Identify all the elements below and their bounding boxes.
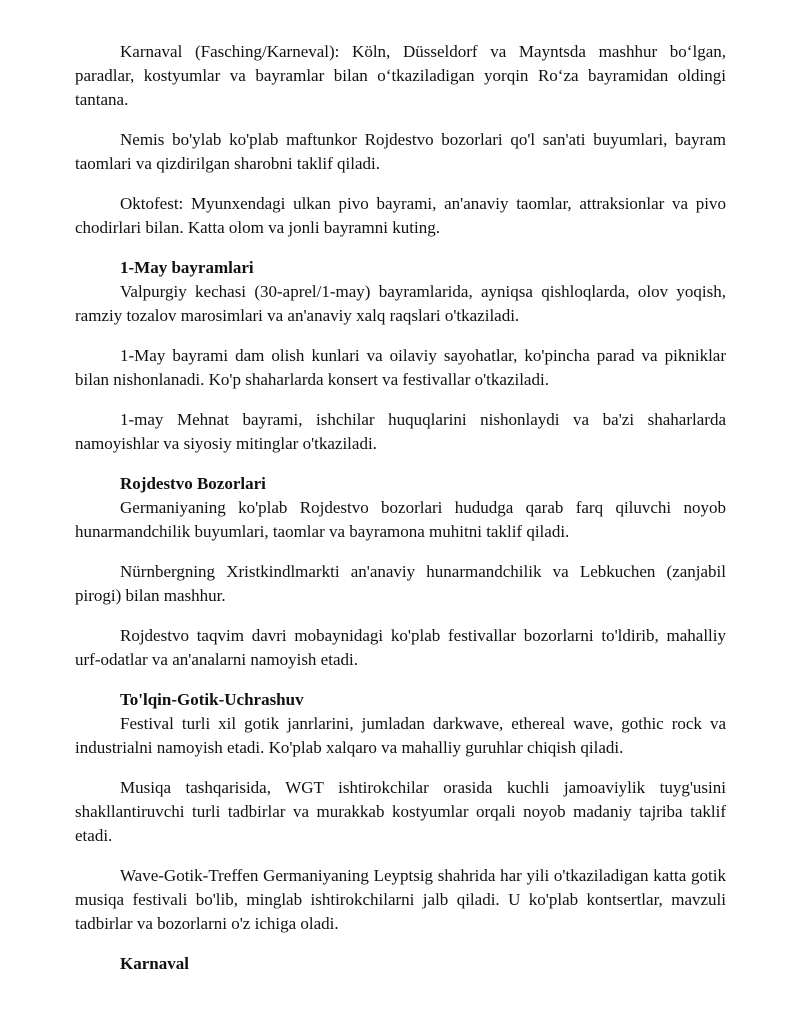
section-paragraph: Rojdestvo taqvim davri mobaynidagi ko'plab festivallar bozorlarni to'ldirib, mahalliy urf-odatlar va an'analarni namoyish etadi.: [75, 626, 726, 669]
section-paragraph: Musiqa tashqarisida, WGT ishtirokchilar orasida kuchli jamoaviylik tuyg'usini shakllantiruvchi turli tadbirlar va murakkab kostyumlar orqali noyob madaniy tajriba taklif etadi.: [75, 778, 726, 845]
section-heading: Rojdestvo Bozorlari: [120, 474, 266, 493]
section-wave-gotik: [75, 688, 726, 936]
section-paragraph: Wave-Gotik-Treffen Germaniyaning Leyptsig shahrida har yili o'tkaziladigan katta gotik musiqa festivali bo'lib, minglab ishtirokchilarni jalb qiladi. U ko'plab kontsertlar, mavzuli tadbirlar va bozorlarni o'z ichiga oladi.: [75, 866, 726, 933]
paragraph-christmas-markets-intro: Nemis bo'ylab ko'plab maftunkor Rojdestvo bozorlari qo'l san'ati buyumlari, bayram taomlari va qizdirilgan sharobni taklif qiladi.: [75, 130, 726, 173]
section-heading: 1-May bayramlari: [120, 258, 254, 277]
section-paragraph: 1-May bayrami dam olish kunlari va oilaviy sayohatlar, ko'pincha parad va pikniklar bilan nishonlanadi. Ko'p shaharlarda konsert va festivallar o'tkaziladi.: [75, 346, 726, 389]
document-page: [75, 40, 726, 976]
paragraph-karnaval-intro: Karnaval (Fasching/Karneval): Köln, Düsseldorf va Mayntsda mashhur bo‘lgan, paradlar, kostyumlar va bayramlar bilan o‘tkaziladigan yorqin Ro‘za bayramidan oldingi tantana.: [75, 42, 726, 109]
section-paragraph: Valpurgiy kechasi (30-aprel/1-may) bayramlarida, ayniqsa qishloqlarda, olov yoqish, ramziy tozalov marosimlari va an'anaviy xalq raqslari o'tkaziladi.: [75, 282, 726, 325]
section-paragraph: 1-may Mehnat bayrami, ishchilar huquqlarini nishonlaydi va ba'zi shaharlarda namoyishlar va siyosiy mitinglar o'tkaziladi.: [75, 410, 726, 453]
section-paragraph: Germaniyaning ko'plab Rojdestvo bozorlari hududga qarab farq qiluvchi noyob hunarmandchilik buyumlari, taomlar va bayramona muhitni taklif qiladi.: [75, 498, 726, 541]
section-paragraph: Nürnbergning Xristkindlmarkti an'anaviy hunarmandchilik va Lebkuchen (zanjabil pirogi) bilan mashhur.: [75, 562, 726, 605]
section-heading-karnaval: Karnaval: [120, 954, 189, 973]
section-christmas-markets: [75, 472, 726, 672]
section-may-day: [75, 256, 726, 456]
section-heading: To'lqin-Gotik-Uchrashuv: [120, 690, 304, 709]
section-paragraph: Festival turli xil gotik janrlarini, jumladan darkwave, ethereal wave, gothic rock va industrialni namoyish etadi. Ko'plab xalqaro va mahalliy guruhlar chiqish qiladi.: [75, 714, 726, 757]
paragraph-oktoberfest: Oktofest: Myunxendagi ulkan pivo bayrami, an'anaviy taomlar, attraksionlar va pivo chodirlari bilan. Katta olom va jonli bayramni kuting.: [75, 194, 726, 237]
